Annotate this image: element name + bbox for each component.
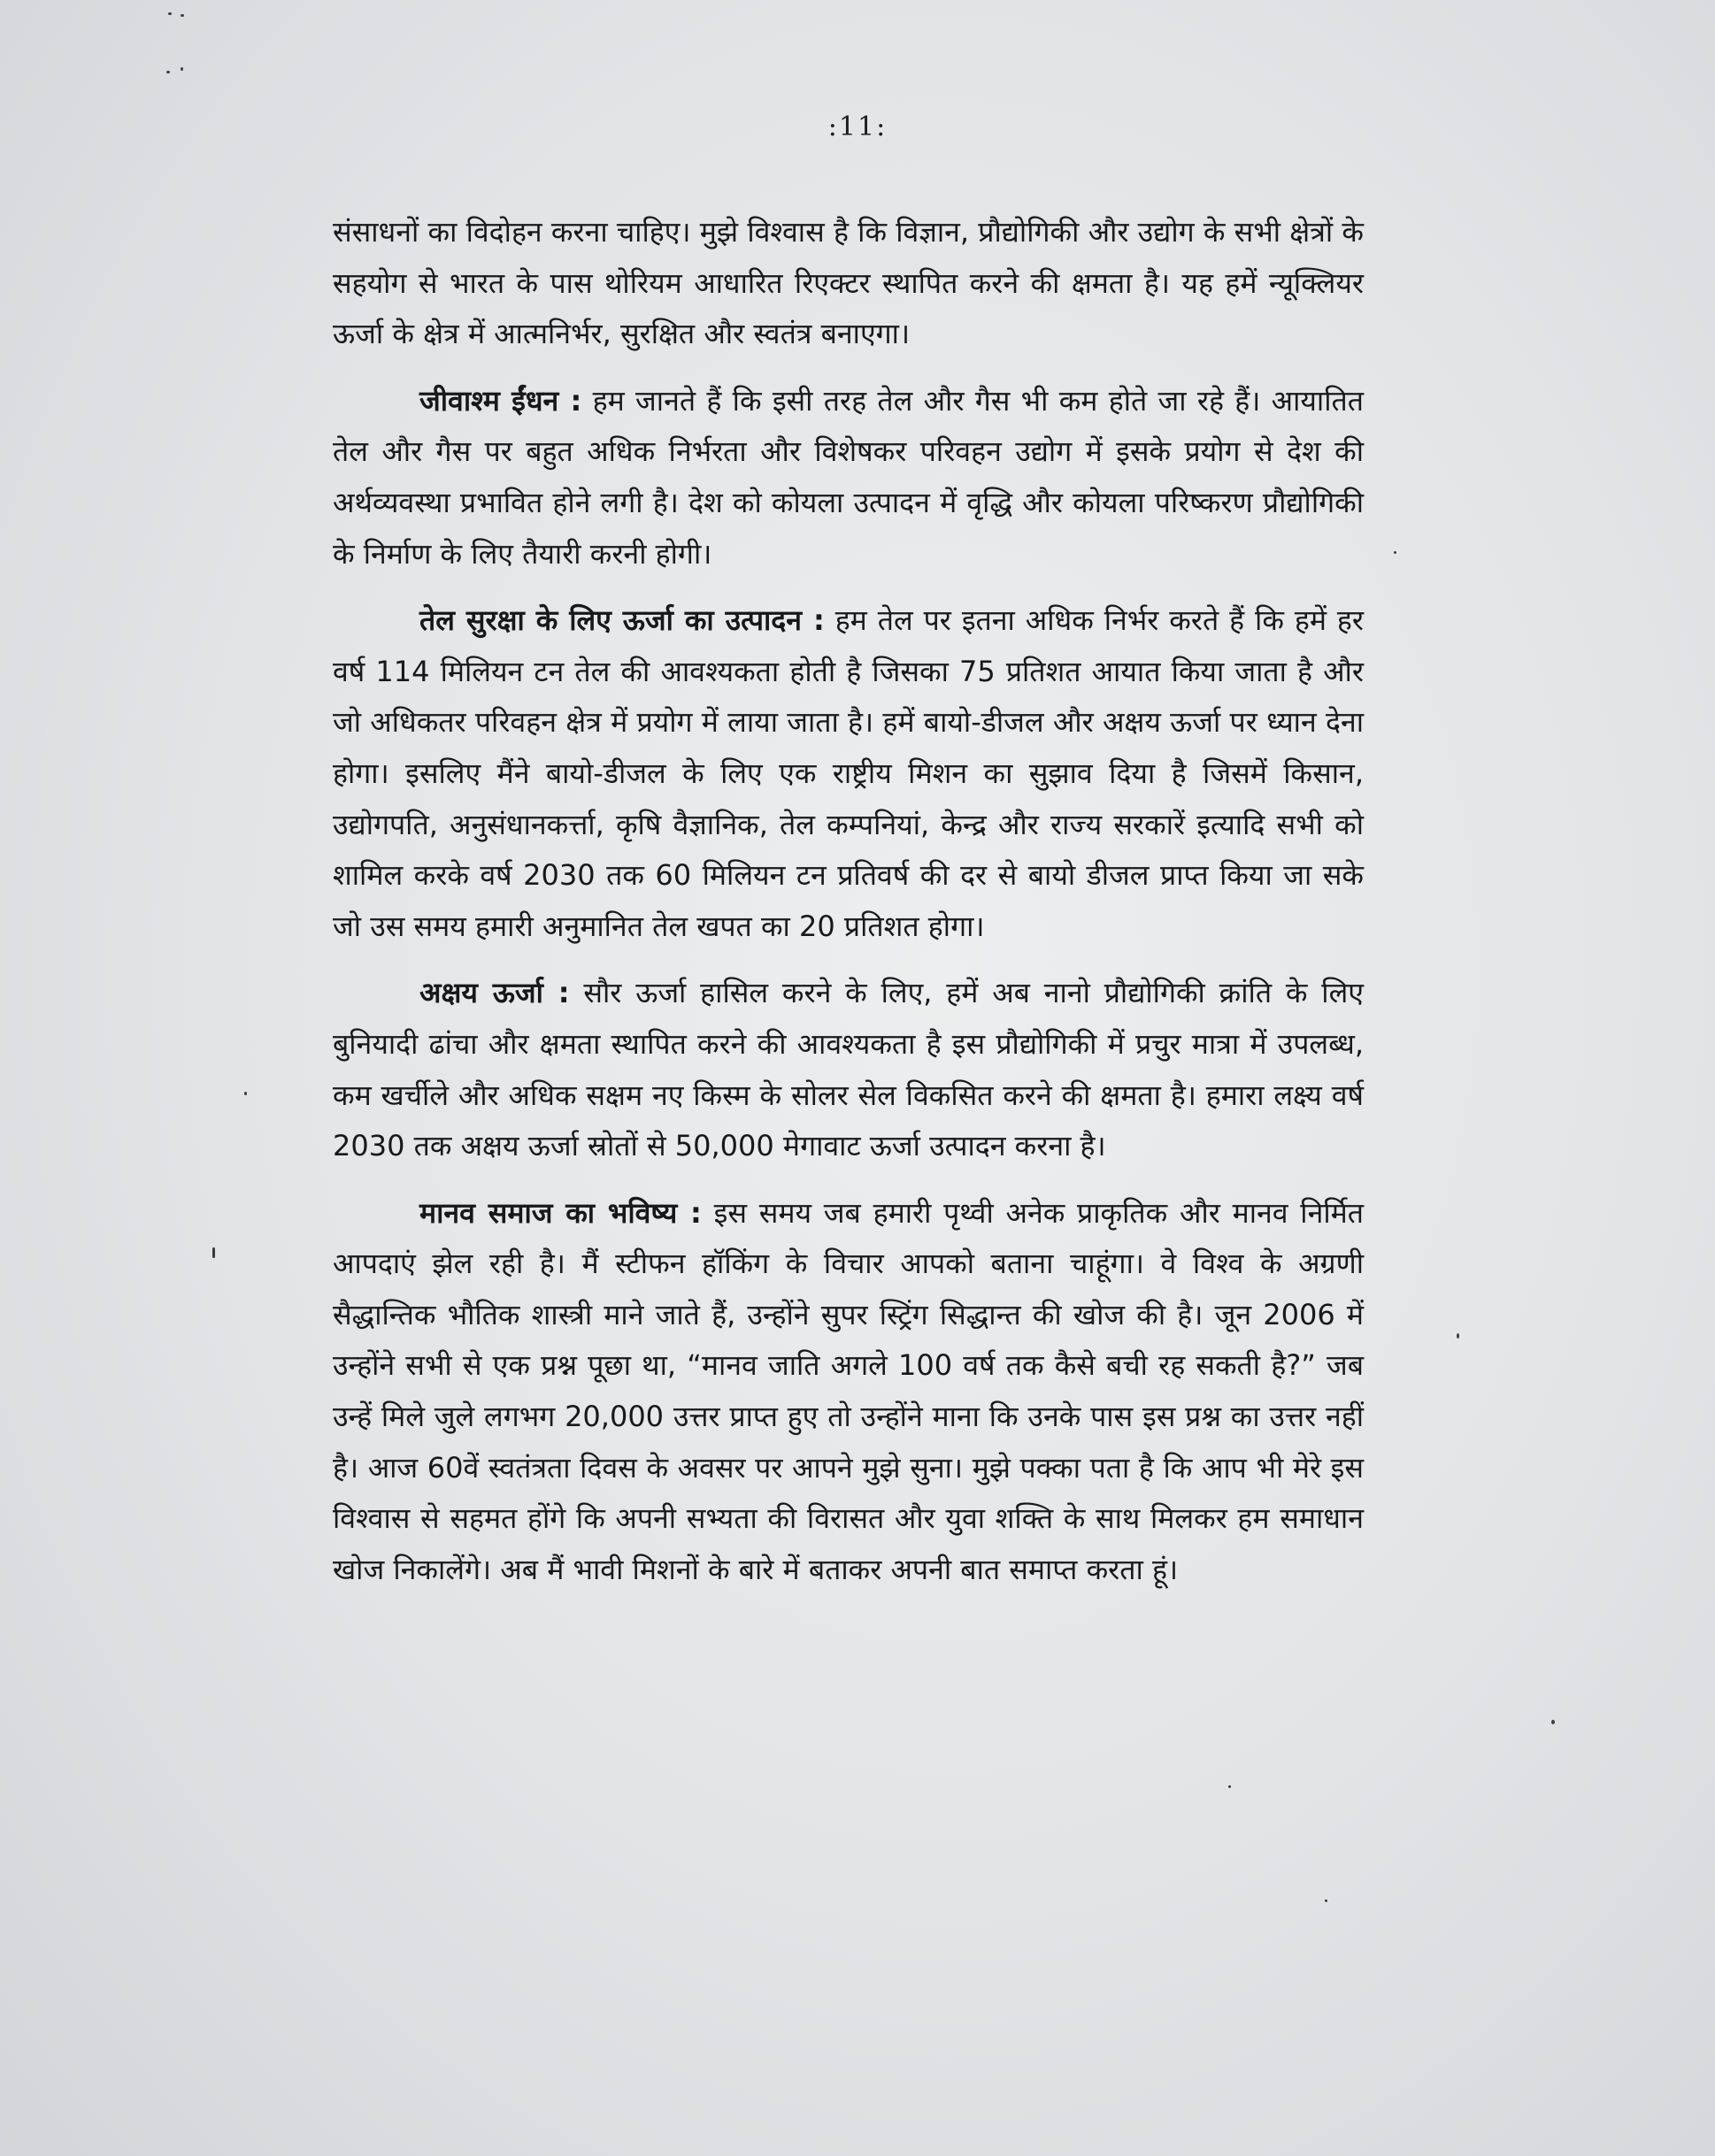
paper-speck xyxy=(168,12,172,15)
paragraph-oil-security xyxy=(333,595,1364,952)
paragraph-future-of-society xyxy=(333,1188,1364,1596)
paper-speck xyxy=(1457,1333,1459,1339)
paragraph-text: सौर ऊर्जा हासिल करने के लिए, हमें अब नानो प्रौद्योगिकी क्रांति के लिए बुनियादी ढांचा और क्षमता स्थापित करने की आवश्यकता है इस प्रौद्योगिकी में प्रचुर मात्रा में उपलब्ध, कम खर्चीले और अधिक सक्षम नए किस्म के सोलर सेल विकसित करने की क्षमता है। हमारा लक्ष्य वर्ष 2030 तक अक्षय ऊर्जा स्रोतों से 50,000 मेगावाट ऊर्जा उत्पादन करना है। xyxy=(333,976,1364,1163)
paragraph-heading: तेल सुरक्षा के लिए ऊर्जा का उत्पादन : xyxy=(419,603,825,638)
paragraph-text: संसाधनों का विदोहन करना चाहिए। मुझे विश्वास है कि विज्ञान, प्रौद्योगिकी और उद्योग के सभी क्षेत्रों के सहयोग से भारत के पास थोरियम आधारित रिएक्टर स्थापित करने की क्षमता है। यह हमें न्यूक्लियर ऊर्जा के क्षेत्र में आत्मनिर्भर, सुरक्षित और स्वतंत्र बनाएगा। xyxy=(333,215,1364,351)
paragraph-thorium xyxy=(333,207,1364,360)
paragraph-heading: अक्षय ऊर्जा : xyxy=(419,976,570,1010)
paper-speck xyxy=(1394,551,1396,554)
paragraph-heading: जीवाश्म ईंधन : xyxy=(419,383,582,418)
paragraph-heading: मानव समाज का भविष्य : xyxy=(419,1195,702,1230)
paragraph-text: इस समय जब हमारी पृथ्वी अनेक प्राकृतिक और मानव निर्मित आपदाएं झेल रही है। मैं स्टीफन हॉकिंग के विचार आपको बताना चाहूंगा। वे विश्व के अग्रणी सैद्धान्तिक भौतिक शास्त्री माने जाते हैं, उन्होंने सुपर स्ट्रिंग सिद्धान्त की खोज की है। जून 2006 में उन्होंने सभी से एक प्रश्न पूछा था, “मानव जाति अगले 100 वर्ष तक कैसे बची रह सकती है?” जब उन्हें मिले जुले लगभग 20,000 उत्तर प्राप्त हुए तो उन्होंने माना कि उनके पास इस प्रश्न का उत्तर नहीं है। आज 60वें स्वतंत्रता दिवस के अवसर पर आपने मुझे सुना। मुझे पक्का पता है कि आप भी मेरे इस विश्वास से सहमत होंगे कि अपनी सभ्यता की विरासत और युवा शक्ति के साथ मिलकर हम समाधान खोज निकालेंगे। अब मैं भावी मिशनों के बारे में बताकर अपनी बात समाप्त करता हूं। xyxy=(333,1195,1365,1586)
paper-speck xyxy=(1228,1785,1231,1788)
paper-speck xyxy=(166,71,170,73)
paper-speck xyxy=(212,1247,215,1258)
paragraph-text: हम जानते हैं कि इसी तरह तेल और गैस भी कम होते जा रहे हैं। आयातित तेल और गैस पर बहुत अधिक निर्भरता और विशेषकर परिवहन उद्योग में इसके प्रयोग से देश की अर्थव्यवस्था प्रभावित होने लगी है। देश को कोयला उत्पादन में वृद्धि और कोयला परिष्करण प्रौद्योगिकी के निर्माण के लिए तैयारी करनी होगी। xyxy=(333,383,1364,571)
paper-speck xyxy=(181,67,183,71)
page-number: :11: xyxy=(827,111,888,142)
document-body xyxy=(333,207,1364,1611)
paragraph-fossil-fuel xyxy=(333,376,1364,579)
paragraph-renewable-energy xyxy=(333,968,1364,1171)
paper-speck xyxy=(181,14,184,17)
paper-speck xyxy=(1325,1899,1327,1902)
paragraph-text: हम तेल पर इतना अधिक निर्भर करते हैं कि हमें हर वर्ष 114 मिलियन टन तेल की आवश्यकता होती है जिसका 75 प्रतिशत आयात किया जाता है और जो अधिकतर परिवहन क्षेत्र में प्रयोग में लाया जाता है। हमें बायो-डीजल और अक्षय ऊर्जा पर ध्यान देना होगा। इसलिए मैंने बायो-डीजल के लिए एक राष्ट्रीय मिशन का सुझाव दिया है जिसमें किसान, उद्योगपति, अनुसंधानकर्त्ता, कृषि वैज्ञानिक, तेल कम्पनियां, केन्द्र और राज्य सरकारें इत्यादि सभी को शामिल करके वर्ष 2030 तक 60 मिलियन टन प्रतिवर्ष की दर से बायो डीजल प्राप्त किया जा सके जो उस समय हमारी अनुमानित तेल खपत का 20 प्रतिशत होगा। xyxy=(333,603,1365,943)
paper-speck xyxy=(1551,1720,1555,1724)
paper-speck xyxy=(244,1092,247,1095)
